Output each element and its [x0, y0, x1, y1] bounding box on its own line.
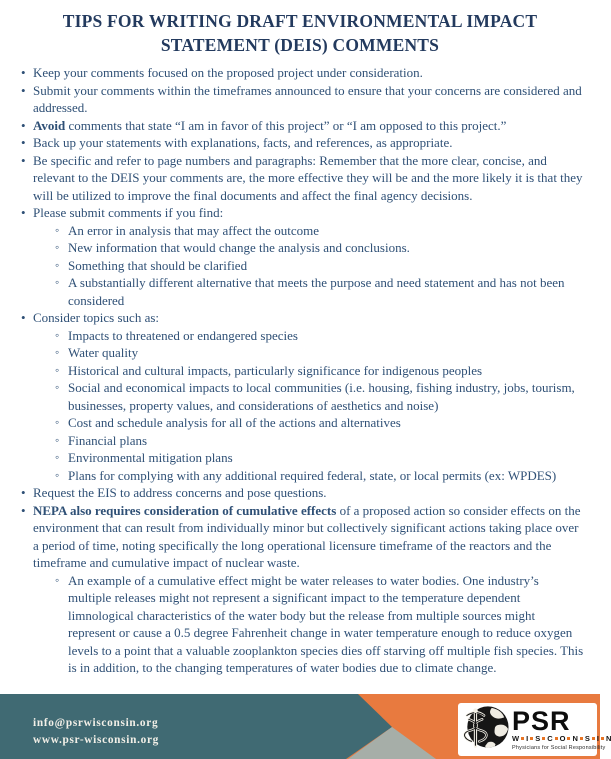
- logo-region-separator: [567, 737, 570, 740]
- sub-item-text: Historical and cultural impacts, particularly significance for indigenous peoples: [68, 362, 483, 378]
- sub-item: [55, 274, 584, 309]
- tip-item: [20, 484, 584, 502]
- sub-item: [55, 414, 584, 432]
- tip-text: Keep your comments focused on the proposed project under consideration.: [33, 65, 423, 80]
- sub-item: [55, 572, 584, 677]
- sub-item: [55, 362, 584, 380]
- sub-item-text: A substantially different alternative that meets the purpose and need statement and has not been considered: [68, 275, 565, 308]
- sub-item-text: Water quality: [68, 345, 139, 360]
- sub-item-text: Cost and schedule analysis for all of the actions and alternatives: [68, 415, 401, 430]
- tip-bold-text: NEPA also requires consideration of cumulative effects: [33, 502, 337, 518]
- logo-acronym: PSR: [512, 705, 571, 736]
- sub-item-text: Environmental mitigation plans: [68, 450, 233, 465]
- tip-item: [20, 82, 584, 117]
- sub-item: [55, 432, 584, 450]
- sub-item-text: Social and economical impacts to local communities (i.e. housing, fishing industry, jobs, tourism, businesses, property values, and considerations of aesthetics and noise): [68, 380, 575, 413]
- logo-region-separator: [521, 737, 524, 740]
- sub-item: [55, 379, 584, 414]
- footer-email: info@psrwisconsin.org: [33, 717, 159, 729]
- sub-item-text: An example of a cumulative effect might be water releases to water bodies. One industry’s multiple releases might not represent a significant impact to the temperature dependent limnological characteristics of the water body but the release from multiple sources might represent or cause a 0.5 degree Fahrenheit change in water temperature enough to reduce oxygen levels to a point that a valuable zooplankton species dies off starving off multiple fish species. This is in addition, to the changing temperatures of water bodies due to climate change.: [68, 572, 584, 675]
- logo-text: [512, 705, 611, 751]
- logo-region-separator: [580, 737, 583, 740]
- tip-text: of a proposed action so consider effects on the environment that can result from individually minor but collectively significant actions taking place over a period of time, noting specifically the long operational licensure timeframe of the reactors and the timeframe and cumulative impact of nuclear waste.: [33, 502, 581, 570]
- sub-item: [55, 344, 584, 362]
- footer: [0, 694, 611, 759]
- logo-region-separator: [542, 737, 545, 740]
- tip-item: [20, 134, 584, 152]
- sub-list: [33, 572, 584, 677]
- sub-item-text: An error in analysis that may affect the outcome: [68, 222, 320, 238]
- tip-text: Please submit comments if you find:: [33, 205, 224, 220]
- tip-text: Consider topics such as:: [33, 310, 160, 325]
- logo-region-separator: [530, 737, 533, 740]
- tip-item: [20, 117, 584, 135]
- contact-block: [33, 715, 159, 749]
- footer-website: www.psr-wisconsin.org: [33, 734, 160, 746]
- logo-region-separator: [592, 737, 595, 740]
- sub-item-text: New information that would change the analysis and conclusions.: [68, 240, 410, 255]
- sub-item-text: Financial plans: [68, 432, 148, 448]
- tip-text: Back up your statements with explanations, facts, and references, as appropriate.: [33, 135, 453, 150]
- tip-text: Request the EIS to address concerns and pose questions.: [33, 485, 327, 500]
- page-title: TIPS FOR WRITING DRAFT ENVIRONMENTAL IMPACT STATEMENT (DEIS) COMMENTS: [62, 11, 538, 55]
- sub-item: [55, 239, 584, 257]
- sub-item-text: Plans for complying with any additional required federal, state, or local permits (ex: WPDES): [68, 467, 557, 483]
- tip-item: [20, 152, 584, 205]
- tip-item: [20, 502, 584, 677]
- logo-region: W I S C O N S I N: [512, 733, 611, 743]
- logo-region-separator: [601, 737, 604, 740]
- tip-text: comments that state “I am in favor of this project” or “I am opposed to this project.”: [65, 117, 507, 133]
- tip-item: [20, 309, 584, 484]
- tips-list: [20, 64, 584, 677]
- tip-bold-text: Avoid: [33, 117, 66, 133]
- sub-item-text: Something that should be clarified: [68, 257, 248, 273]
- tip-item: [20, 204, 584, 309]
- sub-item: [55, 257, 584, 275]
- psr-wisconsin-logo: [458, 703, 611, 756]
- tip-text: Be specific and refer to page numbers and paragraphs: Remember that the more clear, concise, and relevant to the DEIS your comments are, the more effective they will be and the more likely it is that they will be utilized to improve the final documents and affect the final agency decisions.: [33, 152, 583, 203]
- sub-item-text: Impacts to threatened or endangered species: [68, 327, 298, 343]
- tip-item: [20, 64, 584, 82]
- sub-item: [55, 327, 584, 345]
- globe-caduceus-icon: [463, 704, 509, 755]
- sub-list: [33, 222, 584, 310]
- tip-text: Submit your comments within the timeframes announced to ensure that your concerns are considered and addressed.: [33, 82, 582, 115]
- sub-list: [33, 327, 584, 485]
- sub-item: [55, 222, 584, 240]
- document-page: [0, 9, 611, 759]
- logo-region-separator: [555, 737, 558, 740]
- sub-item: [55, 449, 584, 467]
- sub-item: [55, 467, 584, 485]
- logo-tagline: Physicians for Social Responsibility: [512, 744, 606, 751]
